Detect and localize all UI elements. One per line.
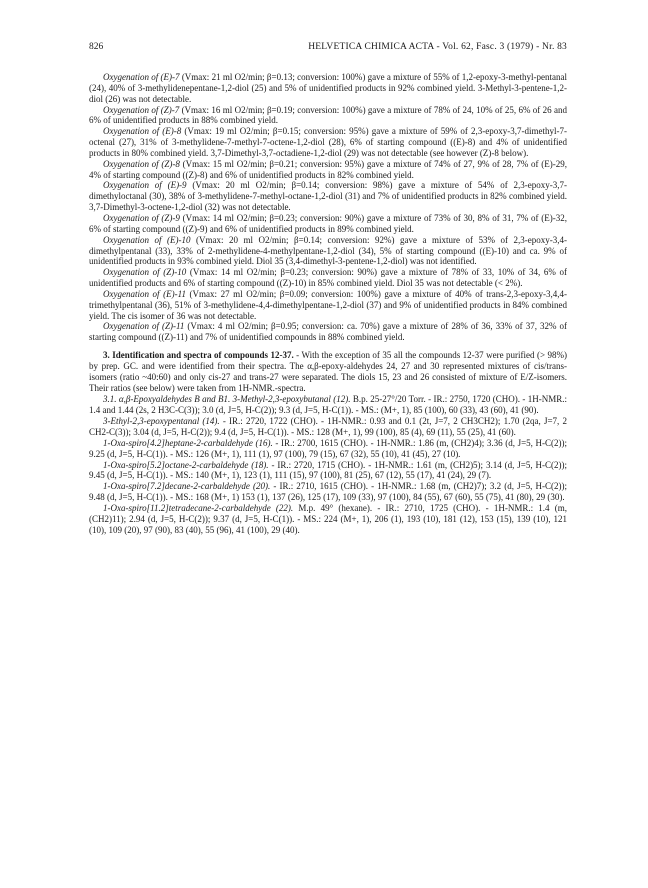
entry-spirodecane-20 [89,481,567,503]
paragraph-oxygenation-z8 [89,159,567,181]
page-number: 826 [89,42,104,52]
paragraph-head: Oxygenation of (Z)-8 [103,158,180,169]
paragraph-oxygenation-e7 [89,72,567,105]
paragraph-text: (Vmax: 19 ml O2/min; β=0.15; conversion: 95%) gave a mixture of 59% of 2,3-epoxy-3,7-dimethyl-7-octenal (27), 31% of 3-methylidene-7-methyl-7-octene-1,2-diol (28), 6% of starting compound ((E)-8) and 4% of unidentified products in 80% combined yield. 3,7-Dimethyl-3,7-octadiene-1,2-diol (29) was not detectable (see however (Z)-8 below). [89,126,567,158]
entry-head: 3-Ethyl-2,3-epoxypentanal (14). [103,416,220,427]
paragraph-text: (Vmax: 15 ml O2/min; β=0.21; conversion: 95%) gave a mixture of 74% of 27, 9% of 28, 7% of (E)-29, 4% of starting compound ((Z)-8) and 6% of unidentified products in 82% combined yield. [89,158,567,180]
paragraph-text: (Vmax: 4 ml O2/min; β=0.95; conversion: ca. 70%) gave a mixture of 28% of 36, 33% of 37, 32% of starting compound ((Z)-11) and 7% of unidentified compounds in 88% combined yield. [89,321,567,343]
paragraph-oxygenation-z7 [89,105,567,127]
paragraph-head: Oxygenation of (E)-11 [103,288,186,299]
paragraph-oxygenation-z11 [89,321,567,343]
entry-head: 3.1. α,β-Epoxyaldehydes B and B1. 3-Methyl-2,3-epoxybutanal (12). [103,394,351,405]
entry-text: - IR.: 2710, 1615 (CHO). - 1H-NMR.: 1.68 (m, (CH2)7); 3.2 (d, J=5, H-C(2)); 9.48 (d, J=5, H-C(1)). - MS.: 168 (M+, 1) 153 (1), 137 (26), 125 (17), 109 (33), 97 (100), 84 (55), 67 (60), 55 (75), 41 (80), 29 (30). [89,481,567,503]
paragraph-text: (Vmax: 21 ml O2/min; β=0.13; conversion: 100%) gave a mixture of 55% of 1,2-epoxy-3-methyl-pentanal (24), 40% of 3-methylidenepentane-1,2-diol (25) and 5% of unidentified products in 92% combined yield. 3-Methyl-3-pentene-1,2-diol (26) was not detectable. [89,72,567,104]
paragraph-oxygenation-e11 [89,289,567,322]
paragraph-oxygenation-z10 [89,267,567,289]
paragraph-head: Oxygenation of (E)-10 [103,234,191,245]
paragraph-text: (Vmax: 20 ml O2/min; β=0.14; conversion: 92%) gave a mixture of 53% of 2,3-epoxy-3,4-dimethylpentanal (33), 33% of 2-methylidene-4-methylpentane-1,2-diol (34), 5% of starting compound ((E)-10) and ca. 9% of unidentified products in 93% combined yield. Diol 35 (3,4-dimethyl-3-pentene-1,2-diol) was not identified. [89,234,567,267]
paragraph-text: (Vmax: 16 ml O2/min; β=0.19; conversion: 100%) gave a mixture of 78% of 24, 10% of 25, 6% of 26 and 6% of unidentified products in 88% combined yield. [89,104,568,126]
paragraph-head: Oxygenation of (Z)-11 [103,321,185,332]
entry-spirooctane-18 [89,460,567,482]
entry-head: 1-Oxa-spiro[4.2]heptane-2-carbaldehyde (16). [103,437,273,448]
section-3-intro [89,350,567,393]
paragraph-text: (Vmax: 20 ml O2/min; β=0.14; conversion: 98%) gave a mixture of 54% of 2,3-epoxy-3,7-dimethyloctanal (30), 38% of 3-methylidene-7-methyl-octane-1,2-diol (31) and 7% of unidentified products in 82% combined yield. 3,7-Dimethyl-3-octene-1,2-diol (32) was not detectable. [89,180,567,213]
paragraph-oxygenation-z9 [89,213,567,235]
entry-head: 1-Oxa-spiro[5.2]octane-2-carbaldehyde (18). [103,459,269,470]
paragraph-text: (Vmax: 27 ml O2/min; β=0.09; conversion: 100%) gave a mixture of 40% of trans-2,3-epoxy-3,4,4-trimethylpentanal (36), 51% of 3-methylidene-4,4-dimethylpentane-1,2-diol (37) and 9% of unidentified products in 84% combined yield. The cis isomer of 36 was not detectable. [89,288,567,321]
paragraph-oxygenation-e8 [89,126,567,159]
entry-text: - IR.: 2700, 1615 (CHO). - 1H-NMR.: 1.86 (m, (CH2)4); 3.36 (d, J=5, H-C(2)); 9.25 (d, J=5, H-C(1)). - MS.: 126 (M+, 1), 111 (1), 97 (100), 79 (15), 67 (32), 55 (10), 41 (45), 27 (10). [89,437,567,459]
paragraph-head: Oxygenation of (Z)-7 [103,104,180,115]
entry-epoxybutanal-12 [89,394,567,416]
entry-epoxypentanal-14 [89,416,567,438]
paragraph-head: Oxygenation of (E)-7 [103,72,180,82]
entry-head: 1-Oxa-spiro[11.2]tetradecane-2-carbaldehyde (22). [103,502,294,513]
entry-text: - IR.: 2720, 1722 (CHO). - 1H-NMR.: 0.93 and 0.1 (2t, J=7, 2 CH3CH2); 1.70 (2qa, J=7, 2 CH2-C(3)); 3.04 (d, J=5, H-C(2)); 9.4 (d, J=5, H-C(1)). - MS.: 128 (M+, 1), 99 (100), 85 (4), 69 (11), 55 (25), 41 (60). [89,416,568,437]
paragraph-oxygenation-e10 [89,235,567,268]
entry-spiroheptane-16 [89,438,567,460]
section-heading: 3. Identification and spectra of compounds 12-37. [103,350,294,361]
entry-text: - IR.: 2720, 1715 (CHO). - 1H-NMR.: 1.61 (m, (CH2)5); 3.14 (d, J=5, H-C(2)); 9.45 (d, J=5, H-C(1)). - MS.: 140 (M+, 1), 123 (1), 111 (15), 97 (100), 81 (25), 67 (12), 55 (17), 41 (24), 29 (7). [89,459,567,481]
entry-text: M.p. 49° (hexane). - IR.: 2710, 1725 (CHO). - 1H-NMR.: 1.4 (m, (CH2)11); 2.94 (d, J=5, H-C(2)); 9.37 (d, J=5, H-C(1)). - MS.: 224 (M+, 1), 206 (1), 193 (10), 181 (12), 153 (15), 139 (10), 121 (10), 109 (20), 97 (90), 83 (40), 55 (96), 41 (100), 29 (40). [89,502,568,535]
running-title: HELVETICA CHIMICA ACTA - Vol. 62, Fasc. 3 (1979) - Nr. 83 [308,42,567,52]
entry-text: B.p. 25-27°/20 Torr. - IR.: 2750, 1720 (CHO). - 1H-NMR.: 1.4 and 1.44 (2s, 2 H3C-C(3)); 3.0 (d, J=5, H-C(2)); 9.3 (d, J=5, H-C(1)). - MS.: (M+, 1), 85 (100), 60 (33), 43 (60), 41 (90). [89,394,568,416]
paragraph-head: Oxygenation of (Z)-9 [103,212,180,223]
paragraph-head: Oxygenation of (E)-8 [103,126,182,137]
paragraph-text: (Vmax: 14 ml O2/min; β=0.23; conversion: 90%) gave a mixture of 78% of 33, 10% of 34, 6% of unidentified products and 6% of starting compound ((Z)-10) in 85% combined yield. Diol 35 was not detectable (< 2%). [89,267,568,289]
body-text [89,72,567,535]
entry-spirotetradecane-22 [89,503,567,536]
paragraph-head: Oxygenation of (E)-9 [103,180,187,191]
entry-head: 1-Oxa-spiro[7.2]decane-2-carbaldehyde (20). [103,481,271,492]
section-text: - With the exception of 35 all the compounds 12-37 were purified (> 98%) by prep. GC. and were identified from their spectra. The α,β-epoxy-aldehydes 24, 27 and 30 represented mixtures of cis/trans-isomers (ratio ~40:60) and only cis-27 and trans-27 were separated. The diols 15, 23 and 26 consisted of mixture of E/Z-isomers. Their ratios (see below) were taken from 1H-NMR.-spectra. [89,350,567,393]
paragraph-text: (Vmax: 14 ml O2/min; β=0.23; conversion: 90%) gave a mixture of 73% of 30, 8% of 31, 7% of (E)-32, 6% of starting compound ((Z)-9) and 6% of unidentified products in 89% combined yield. [89,212,567,234]
page-header [89,42,567,56]
paragraph-oxygenation-e9 [89,180,567,213]
paragraph-head: Oxygenation of (Z)-10 [103,267,187,278]
